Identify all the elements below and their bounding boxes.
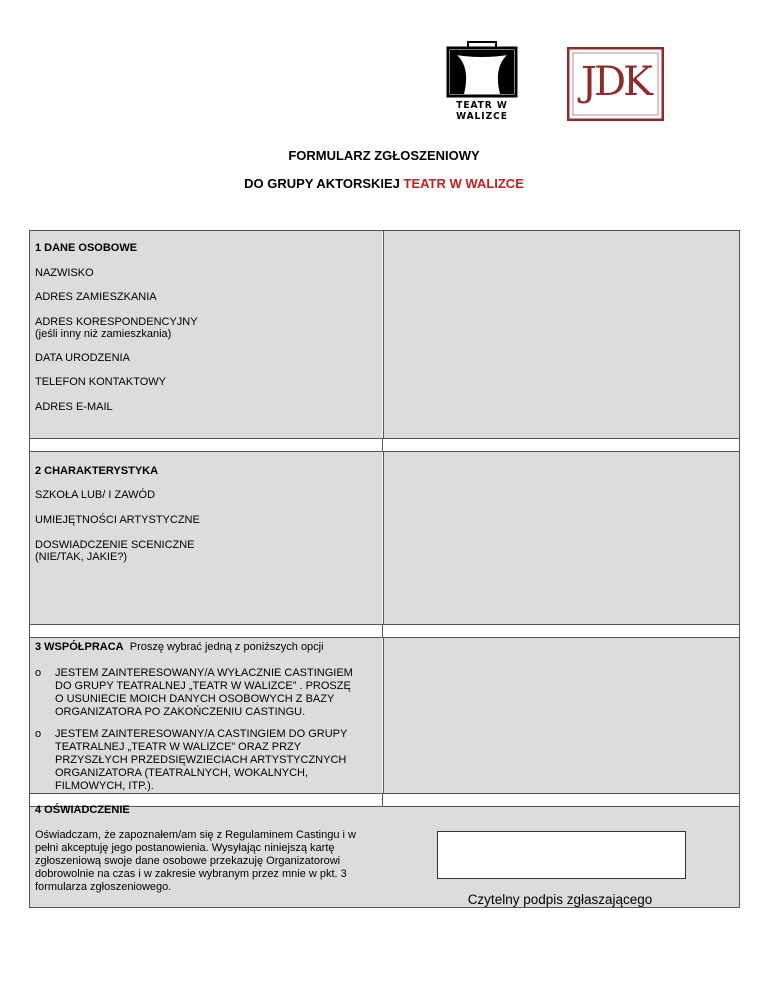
section-cooperation [30, 638, 382, 793]
row-spacer [30, 624, 739, 638]
section4-heading: 4 OŚWIADCZENIE [35, 804, 130, 816]
label-telefon: TELEFON KONTAKTOWY [35, 376, 166, 388]
application-form [29, 230, 740, 908]
radio-bullet-icon[interactable]: o [35, 667, 42, 679]
label-adres-zamieszkania: ADRES ZAMIESZKANIA [35, 291, 157, 303]
option2-line: TEATRALNEJ „TEATR W WALIZCE” ORAZ PRZY [55, 741, 302, 753]
section3-instruction: Proszę wybrać jedną z poniższych opcji [129, 641, 324, 653]
declaration-line: dobrowolnie na czas i w zakresie wybranym przez mnie w pkt. 3 [35, 868, 347, 880]
option2-line: FILMOWYCH, ITP.). [55, 780, 154, 792]
option1-line: JESTEM ZAINTERESOWANY/A WYŁACZNIE CASTINGIEM [55, 667, 353, 679]
label-nazwisko: NAZWISKO [35, 267, 94, 279]
option2-line: JESTEM ZAINTERESOWANY/A CASTINGIEM DO GRUPY [55, 728, 348, 740]
section3-heading-row [35, 641, 324, 654]
label-adres-korespondencyjny-note: (jeśli inny niż zamieszkania) [35, 328, 172, 340]
label-szkola: SZKOŁA LUB/ I ZAWÓD [35, 489, 156, 501]
signature-box[interactable] [437, 831, 686, 879]
label-doswiadczenie-note: (NIE/TAK, JAKIE?) [35, 551, 128, 563]
section3-heading: 3 WSPÓŁPRACA [35, 641, 124, 653]
declaration-line: pełni akceptuję jego postanowienia. Wysyłając niniejszą kartę [35, 842, 335, 854]
form-subtitle [0, 176, 768, 191]
option2-line: ORGANIZATORA (TEATRALNYCH, WOKALNYCH, [55, 767, 309, 779]
section-personal-data [30, 231, 382, 438]
radio-bullet-icon[interactable]: o [35, 728, 42, 740]
option1-line: O USUNIECIE MOICH DANYCH OSOBOWYCH Z BAZY [55, 693, 335, 705]
section1-heading: 1 DANE OSOBOWE [35, 242, 138, 254]
section2-input-area[interactable] [383, 452, 739, 624]
label-adres-korespondencyjny: ADRES KORESPONDENCYJNY [35, 316, 198, 328]
section-characteristics [30, 452, 382, 624]
form-subtitle-prefix: DO GRUPY AKTORSKIEJ [244, 176, 404, 191]
declaration-line: zgłoszeniową swoje dane osobowe przekazuję Organizatorowi [35, 855, 341, 867]
section1-input-area[interactable] [383, 231, 739, 438]
declaration-text [35, 829, 380, 894]
option2-line: PRZYSZŁYCH PRZEDSIĘWZIECIACH ARTYSTYCZNYCH [55, 754, 347, 766]
signature-label: Czytelny podpis zgłaszającego [467, 892, 653, 907]
row-spacer [30, 438, 739, 452]
form-title: FORMULARZ ZGŁOSZENIOWY [288, 148, 480, 163]
label-data-urodzenia: DATA URODZENIA [35, 352, 130, 364]
form-subtitle-highlight: TEATR W WALIZCE [403, 176, 524, 191]
label-doswiadczenie: DOSWIADCZENIE SCENICZNE [35, 539, 195, 551]
row-spacer [30, 793, 739, 807]
section2-heading: 2 CHARAKTERYSTYKA [35, 465, 159, 477]
option1-line: ORGANIZATORA PO ZAKOŃCZENIU CASTINGU. [55, 706, 306, 718]
jdk-logo [567, 47, 664, 121]
section3-right-area [383, 638, 739, 793]
teatr-w-walizce-logo [442, 40, 522, 122]
declaration-line: Oświadczam, że zapoznałem/am się z Regulaminem Castingu i w [35, 829, 356, 841]
option1-line: DO GRUPY TEATRALNEJ „TEATR W WALIZCE” . PROSZĘ [55, 680, 351, 692]
label-umiejetnosci: UMIEJĘTNOŚCI ARTYSTYCZNE [35, 514, 200, 526]
label-email: ADRES E-MAIL [35, 401, 113, 413]
theatre-curtain-icon [442, 40, 522, 100]
theatre-logo-text: TEATR W WALIZCE [456, 100, 508, 122]
declaration-line: formularza zgłoszeniowego. [35, 881, 172, 893]
jdk-logo-text: JDK [581, 59, 650, 105]
